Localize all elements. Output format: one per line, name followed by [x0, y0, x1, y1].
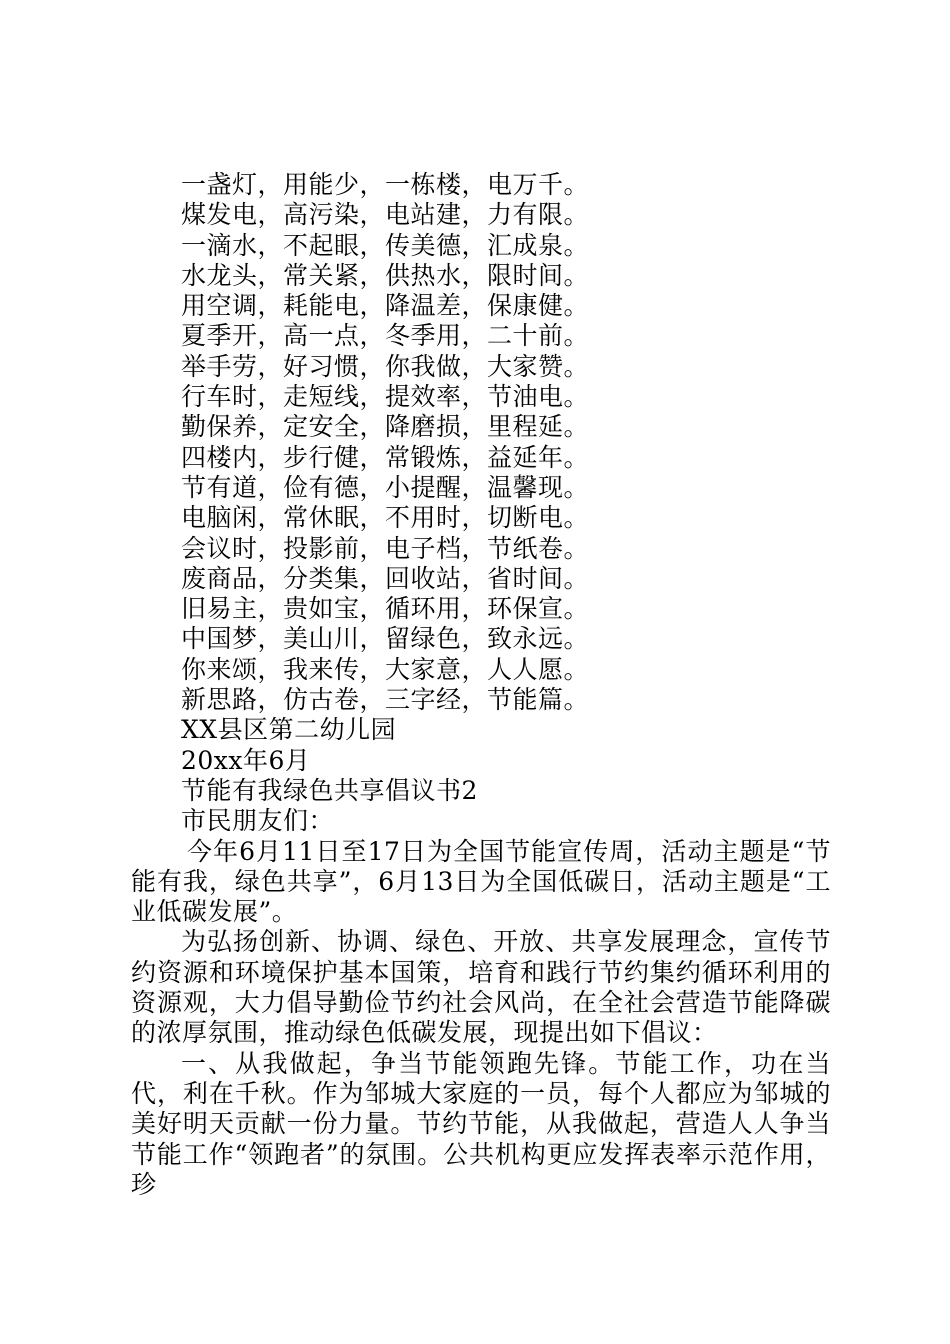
- verse-list: [131, 170, 831, 715]
- verse-line: 废商品，分类集，回收站，省时间。: [181, 563, 590, 593]
- body-paragraph: 今年6月11日至17日为全国节能宣传周，活动主题是“节能有我，绿色共享”，6月13日为全国低碳日，活动主题是“工业低碳发展”。: [131, 836, 831, 927]
- verse-line: 一滴水，不起眼，传美德，汇成泉。: [181, 230, 590, 260]
- verse-line: 旧易主，贵如宝，循环用，环保宣。: [181, 594, 590, 624]
- verse-line: 一盏灯，用能少，一栋楼，电万千。: [181, 170, 590, 199]
- verse-line: 行车时，走短线，提效率，节油电。: [181, 382, 590, 412]
- verse-line: 你来颂，我来传，大家意，人人愿。: [181, 654, 590, 684]
- verse-line: 煤发电，高污染，电站建，力有限。: [181, 200, 590, 230]
- signature-organization: XX县区第二幼儿园: [181, 715, 397, 745]
- verse-line: 会议时，投影前，电子档，节纸卷。: [181, 533, 590, 563]
- salutation: 市民朋友们：: [181, 806, 335, 836]
- verse-line: 中国梦，美山川，留绿色，致永远。: [181, 624, 590, 654]
- verse-line: 电脑闲，常休眠，不用时，切断电。: [181, 503, 590, 533]
- body-paragraph: 为弘扬创新、协调、绿色、开放、共享发展理念，宣传节约资源和环境保护基本国策，培育和践行节约集约循环利用的资源观，大力倡导勤俭节约社会风尚，在全社会营造节能降碳的浓厚氛围，推动绿色低碳发展，现提出如下倡议：: [131, 927, 831, 1048]
- signature-date: 20xx年6月: [181, 745, 311, 775]
- verse-line: 举手劳，好习惯，你我做，大家赞。: [181, 351, 590, 381]
- verse-line: 夏季开，高一点，冬季用，二十前。: [181, 321, 590, 351]
- verse-line: 四楼内，步行健，常锻炼，益延年。: [181, 442, 590, 472]
- verse-line: 节有道，俭有德，小提醒，温馨现。: [181, 472, 590, 502]
- document-title: 节能有我绿色共享倡议书2: [181, 775, 478, 805]
- verse-line: 新思路，仿古卷，三字经，节能篇。: [181, 685, 590, 715]
- body-paragraph: 一、从我做起，争当节能领跑先锋。节能工作，功在当代，利在千秋。作为邹城大家庭的一员，每个人都应为邹城的美好明天贡献一份力量。节约节能，从我做起，营造人人争当节能工作“领跑者”的氛围。公共机构更应发挥表率示范作用，珍: [131, 1048, 831, 1199]
- verse-line: 勤保养，定安全，降磨损，里程延。: [181, 412, 590, 442]
- document-body: [131, 170, 831, 1200]
- verse-line: 用空调，耗能电，降温差，保康健。: [181, 291, 590, 321]
- verse-line: 水龙头，常关紧，供热水，限时间。: [181, 260, 590, 290]
